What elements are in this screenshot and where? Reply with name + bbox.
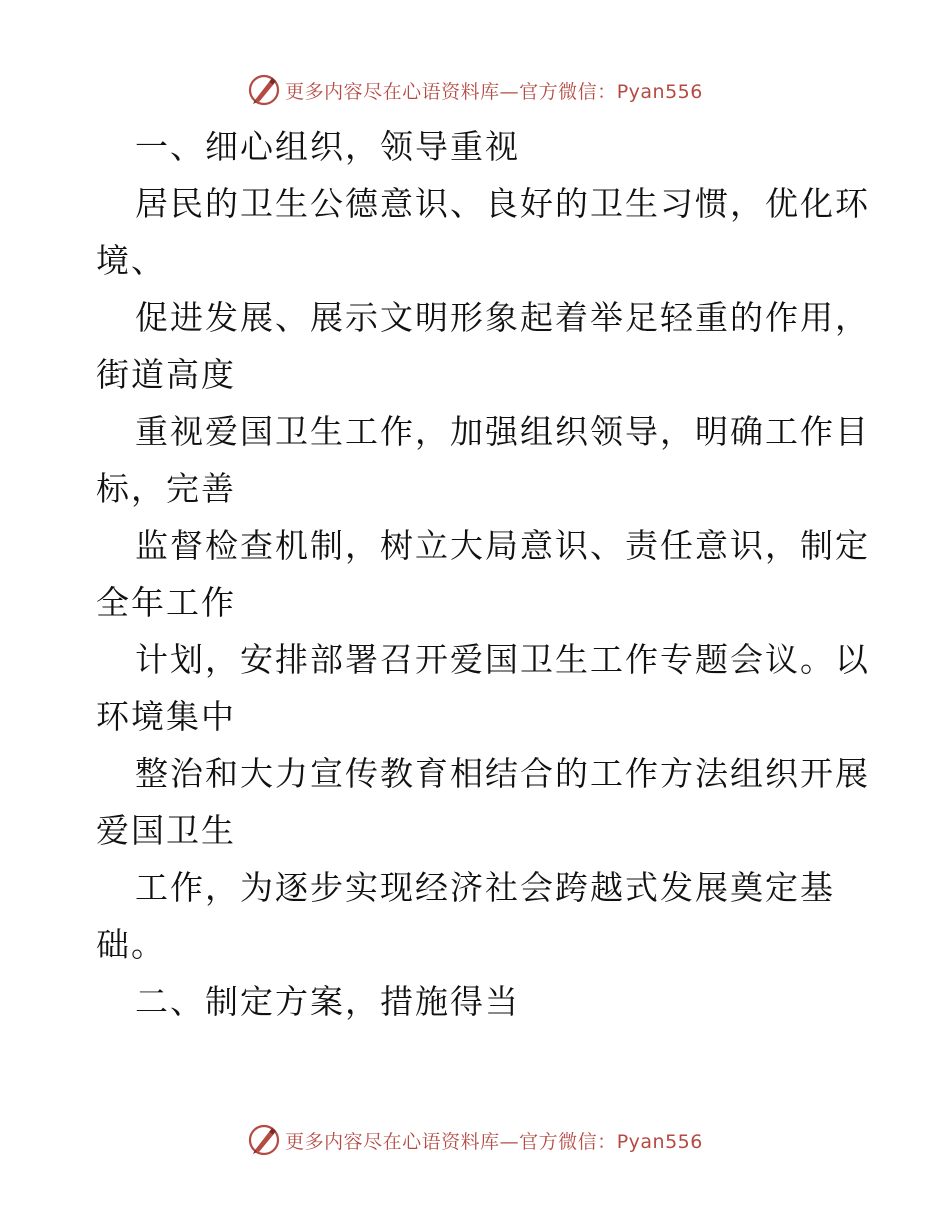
header-wechat-id: Pyan556 [616,80,703,103]
paragraph-line: 促进发展、展示文明形象起着举足轻重的作用， [135,298,870,337]
document-body [96,118,870,1030]
paragraph-line: 础。 [96,925,166,964]
section-heading-1: 一、细心组织，领导重视 [135,127,520,166]
paragraph-line: 环境集中 [96,697,236,736]
footer-wechat-id: Pyan556 [616,1130,703,1153]
pen-logo-icon [247,1123,281,1157]
header-banner-text [285,77,703,104]
header-banner [0,70,950,110]
footer-banner [0,1120,950,1160]
paragraph-line: 标，完善 [96,469,236,508]
footer-dash: — [499,1130,520,1153]
pen-logo-icon [247,73,281,107]
paragraph-line: 计划，安排部署召开爱国卫生工作专题会议。以 [135,640,870,679]
paragraph-line: 重视爱国卫生工作，加强组织领导，明确工作目 [135,412,870,451]
paragraph-line: 爱国卫生 [96,811,236,850]
footer-wechat-label: 官方微信： [519,1130,617,1153]
footer-brand-text: 更多内容尽在心语资料库 [285,1130,500,1153]
paragraph-line: 全年工作 [96,583,236,622]
paragraph-line: 整治和大力宣传教育相结合的工作方法组织开展 [135,754,870,793]
header-brand-text: 更多内容尽在心语资料库 [285,80,500,103]
paragraph-line: 街道高度 [96,355,236,394]
paragraph-line: 工作，为逐步实现经济社会跨越式发展奠定基 [135,868,835,907]
paragraph-line: 居民的卫生公德意识、良好的卫生习惯，优化环 [135,184,870,223]
header-dash: — [499,80,520,103]
paragraph-line: 监督检查机制，树立大局意识、责任意识，制定 [135,526,870,565]
footer-banner-text [285,1127,703,1154]
header-wechat-label: 官方微信： [519,80,617,103]
section-heading-2: 二、制定方案，措施得当 [135,982,520,1021]
paragraph-line: 境、 [96,241,166,280]
